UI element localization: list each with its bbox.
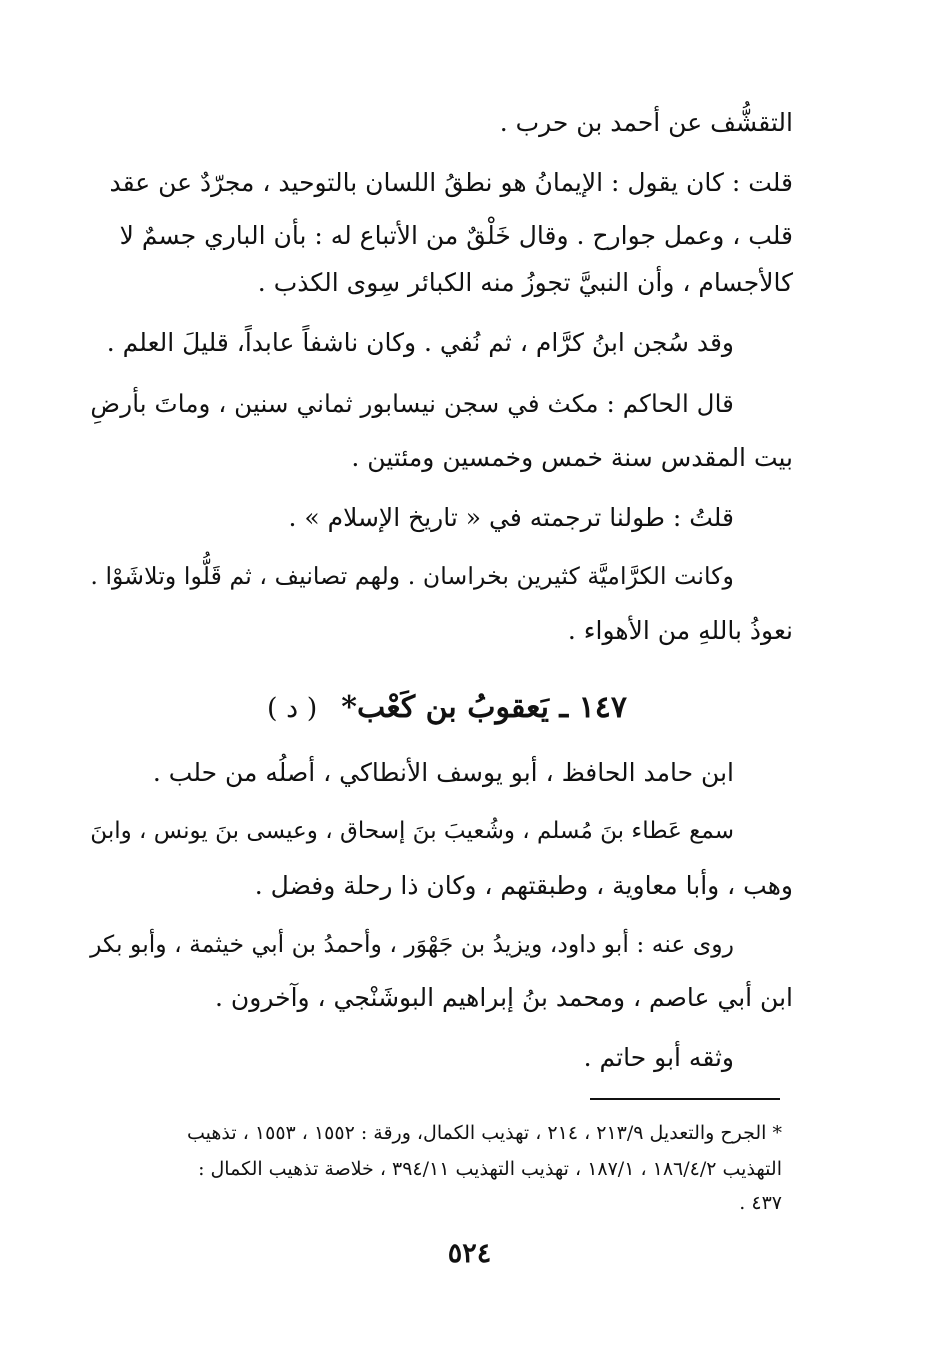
page-number: ٥٢٤ [447,1238,492,1269]
footnote-line: * الجرح والتعديل ٢١٣/٩ ، ٢١٤ ، تهذيب الكمال، ورقة : ١٥٥٢ ، ١٥٥٣ ، تذهيب [187,1122,782,1144]
text-line: نعوذُ باللهِ من الأهواء . [567,616,793,645]
text-line: بيت المقدس سنة خمس وخمسين ومئتين . [351,443,793,472]
text-line: وكانت الكرَّاميَّة كثيرين بخراسان . ولهم تصانيف ، ثم قَلُّوا وتلاشَوْا . [90,562,734,590]
footnote-divider [590,1098,780,1100]
text-line: روى عنه : أبو داود، ويزيدُ بن جَهْوَر ، وأحمدُ بن أبي خيثمة ، وأبو بكر [90,930,734,958]
entry-title: ١٤٧ ـ يَعقوبُ بن كَعْب* [341,690,627,725]
text-line: قال الحاكم : مكث في سجن نيسابور ثماني سنين ، وماتَ بأرضِ [90,389,734,418]
text-line: وقد سُجن ابنُ كرَّام ، ثم نُفي . وكان ناشفاً عابداً، قليلَ العلم . [106,328,734,357]
text-line: سمع عَطاء بنَ مُسلم ، وشُعيبَ بنَ إسحاق ، وعيسى بنَ يونس ، وابنَ [90,818,734,844]
text-line: قلتُ : طولنا ترجمته في « تاريخ الإسلام » . [288,503,734,532]
text-line: كالأجسام ، وأن النبيَّ تجوزُ منه الكبائر سِوى الكذب . [257,268,793,297]
text-line: وهب ، وأبا معاوية ، وطبقتهم ، وكان ذا رحلة وفضل . [254,871,793,900]
footnote-line: ٤٣٧ . [739,1192,782,1214]
text-line: قلب ، وعمل جوارح . وقال خَلْقٌ من الأتباع له : بأن الباري جسمٌ لا [119,221,793,250]
text-line: وثقه أبو حاتم . [583,1043,734,1072]
text-line: التقشُّف عن أحمد بن حرب . [499,108,793,137]
text-line: قلت : كان يقول : الإيمانُ هو نطقُ اللسان بالتوحيد ، مجرّدٌ عن عقد [109,168,793,197]
text-line: ابن حامد الحافظ ، أبو يوسف الأنطاكي ، أصلُه من حلب . [152,758,734,787]
text-line: ابن أبي عاصم ، ومحمد بنُ إبراهيم البوشَنْجي ، وآخرون . [215,983,793,1012]
entry-tag: ( د ) [266,693,318,724]
entry-heading [267,690,627,725]
footnote-line: التهذيب ١٨٦/٤/٢ ، ١٨٧/١ ، تهذيب التهذيب ٣٩٤/١١ ، خلاصة تذهيب الكمال : [198,1158,782,1180]
